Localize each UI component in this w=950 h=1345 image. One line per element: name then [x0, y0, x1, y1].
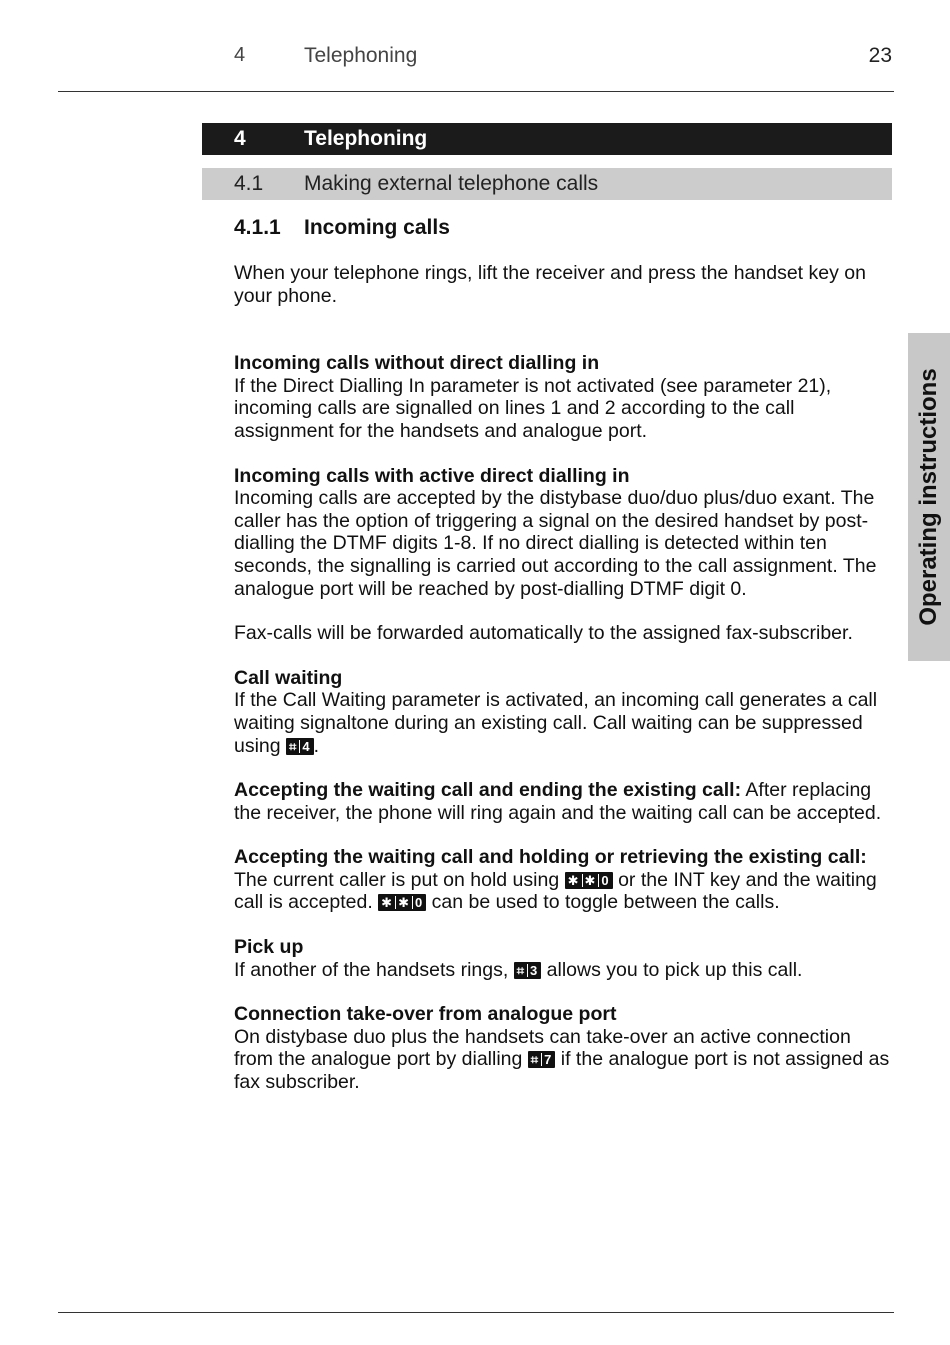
side-thumb-tab: [908, 333, 950, 661]
call-waiting-section: Call waiting If the Call Waiting parameter is activated, an incoming call generates a call waiting signaltone during an existing call. Call waiting can be suppressed using ⌗ 4 .: [234, 666, 878, 757]
subsection-number: 4.1.1: [234, 216, 281, 239]
no-ddi-section: [234, 352, 894, 442]
pickup-section: Pick up If another of the handsets rings, ⌗ 3 allows you to pick up this call.: [234, 936, 803, 981]
active-ddi-heading: Incoming calls with active direct dialling in: [234, 464, 630, 487]
footer-divider: [58, 1312, 894, 1313]
header-divider: [58, 91, 894, 92]
running-header-chapter-title: Telephoning: [304, 44, 418, 67]
section-heading-bar: [202, 168, 892, 200]
fax-paragraph: Fax-calls will be forwarded automatically to the assigned fax-subscriber.: [234, 622, 853, 645]
call-waiting-heading: Call waiting: [234, 666, 343, 689]
hash-3-key-icon: ⌗ 3: [514, 962, 542, 979]
accept-end-section: [234, 779, 894, 824]
takeover-heading: Connection take-over from analogue port: [234, 1003, 617, 1026]
pickup-heading: Pick up: [234, 936, 304, 959]
no-ddi-text: If the Direct Dialling In parameter is not activated (see parameter 21), incoming calls are signalled on lines 1 and 2 according to the call assignment for the handsets and analogue port.: [234, 374, 832, 442]
active-ddi-section: [234, 465, 894, 601]
section-title: Making external telephone calls: [304, 172, 599, 195]
accept-hold-section: Accepting the waiting call and holding or retrieving the existing call: The current caller is put on hold using ✱ ✱ 0 or the INT key and the waiting call is accepted. ✱ ✱ 0 can be used to toggle between the calls.: [234, 846, 877, 914]
chapter-title: Telephoning: [304, 127, 428, 150]
accept-end-text: After replacing the receiver, the phone will ring again and the waiting call can be accepted.: [234, 779, 882, 824]
star-star-0-key-icon: ✱ ✱ 0: [378, 894, 426, 911]
section-number: 4.1: [234, 172, 264, 195]
chapter-number: 4: [234, 127, 246, 150]
accept-end-heading: Accepting the waiting call and ending the existing call:: [234, 779, 742, 802]
hash-7-key-icon: ⌗ 7: [528, 1051, 556, 1068]
no-ddi-heading: Incoming calls without direct dialling in: [234, 352, 600, 375]
hash-4-key-icon: ⌗ 4: [286, 738, 314, 755]
call-waiting-text: If the Call Waiting parameter is activated, an incoming call generates a call waiting signaltone during an existing call. Call waiting can be suppressed using: [234, 689, 878, 757]
takeover-section: Connection take-over from analogue port On distybase duo plus the handsets can take-over an active connection from the analogue port by dialling ⌗ 7 if the analogue port is not assigned as fax subscriber.: [234, 1003, 890, 1094]
accept-hold-heading: Accepting the waiting call and holding or retrieving the existing call:: [234, 846, 867, 869]
subsection-title: Incoming calls: [304, 216, 450, 239]
active-ddi-text: Incoming calls are accepted by the distybase duo/duo plus/duo exant. The caller has the option of triggering a signal on the desired handset by post-dialling the DTMF digits 1-8. If no direct dialling is detected within ten seconds, the signalling is carried out according to the call assignment. The analogue port will be reached by post-dialling DTMF digit 0.: [234, 487, 877, 600]
chapter-heading-bar: [202, 123, 892, 155]
intro-paragraph: When your telephone rings, lift the receiver and press the handset key on your phone.: [234, 262, 866, 307]
page-number: 23: [868, 44, 892, 67]
star-star-0-key-icon: ✱ ✱ 0: [565, 872, 613, 889]
running-header-chapter-number: 4: [234, 44, 246, 66]
side-tab-label: Operating instructions: [915, 368, 942, 626]
body-content: [234, 262, 894, 1094]
